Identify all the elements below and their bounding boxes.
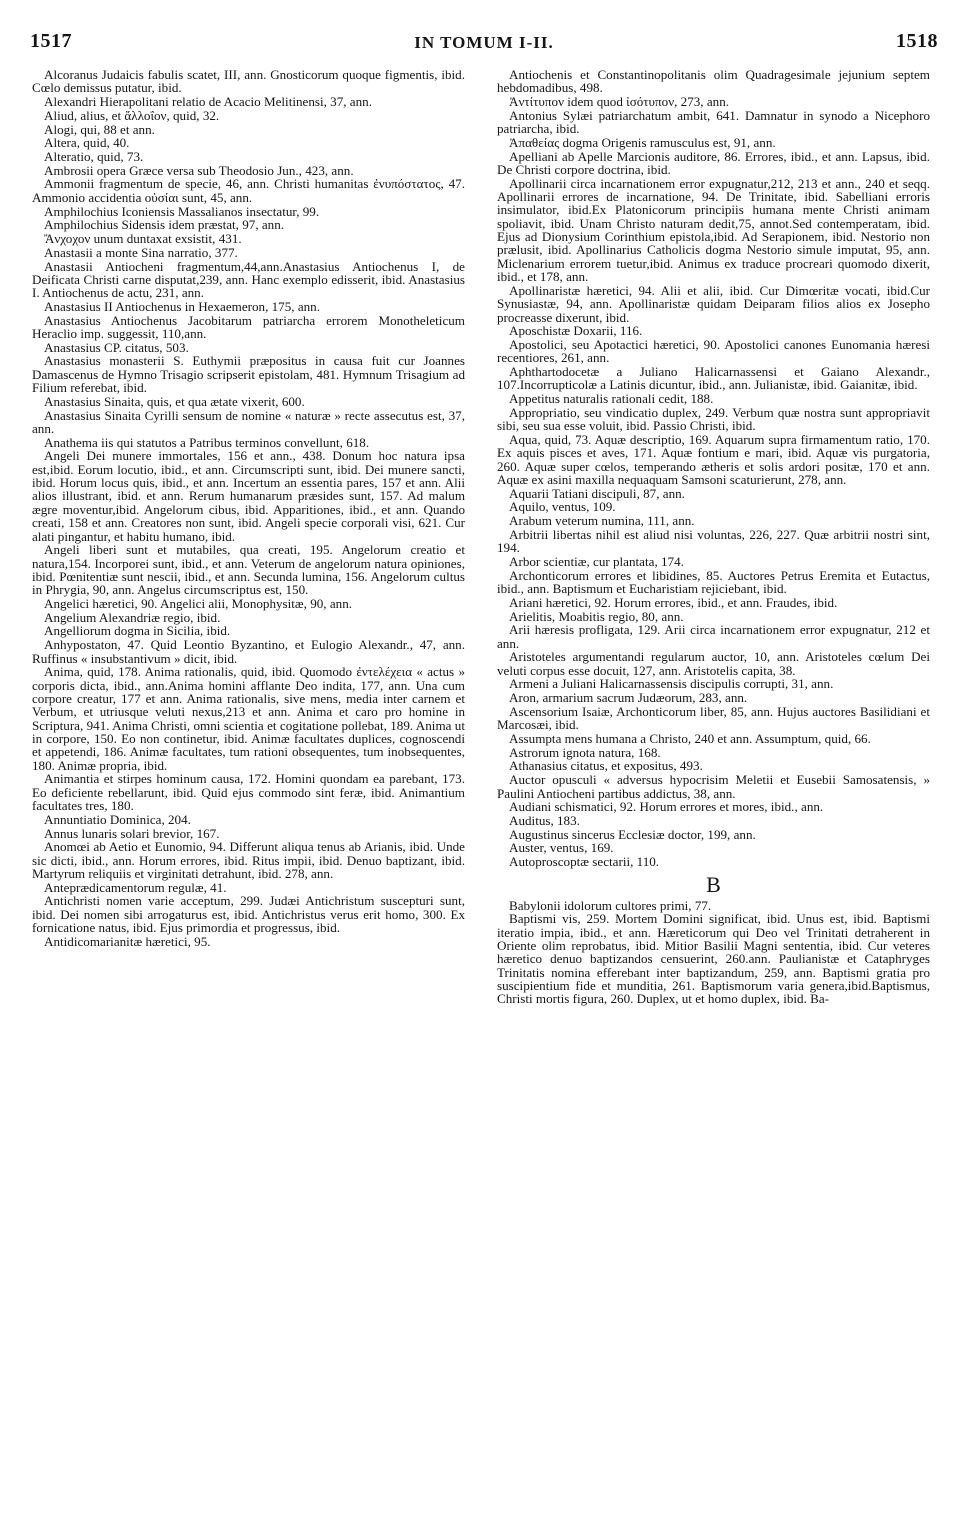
right-column-b-entries (497, 899, 930, 1006)
index-entry: Ἀντίτυπον idem quod ἰσότυπον, 273, ann. (509, 94, 730, 110)
index-entry: Athanasius citatus, et expositus, 493. (509, 758, 703, 774)
index-entry: Aqua, quid, 73. Aquæ descriptio, 169. Aquarum supra firmamentum ratio, 170. Ex aquis pisces et aves, 171. Aquæ fontium e mari, ibid. Aquæ vis purgatoria, 260. Aquæ super cœlos, temperando ætheris et solis ardori positæ, 170 et ann. Aquæ ex asini maxilla nequaquam Samsoni scaturierunt, 278, ann. (497, 431, 930, 487)
index-entry: Alcoranus Judaicis fabulis scatet, III, ann. Gnosticorum quoque figmentis, ibid. Cœlo demissus putatur, ibid. (32, 67, 465, 96)
letter-heading-b: B (706, 871, 721, 897)
index-entry: Apostolici, seu Apotactici hæretici, 90. Apostolici canones Eunomania hæresi recentiores, 261, ann. (497, 337, 930, 366)
right-page-number: 1518 (896, 30, 938, 52)
index-entry: Assumpta mens humana a Christo, 240 et ann. Assumptum, quid, 66. (509, 731, 871, 746)
index-entry: Ἀπαθείας dogma Origenis ramusculus est, 91, ann. (509, 134, 776, 150)
index-entry: Aphthartodocetæ a Juliano Halicarnassensi et Gaiano Alexandr., 107.Incorrupticolæ a Latinis dicuntur, ibid., ann. Julianistæ, ibid. Gaianitæ, ibid. (497, 364, 930, 393)
index-entry: Babylonii idolorum cultores primi, 77. (509, 897, 712, 913)
left-page-number: 1517 (30, 30, 72, 52)
index-entry: Ἄνχοχον unum duntaxat exsistit, 431. (44, 231, 242, 247)
running-title: IN TOMUM I-II. (414, 33, 554, 52)
index-entry: Aron, armarium sacrum Judæorum, 283, ann. (509, 690, 748, 706)
index-entry: Annuntiatio Dominica, 204. (44, 811, 191, 827)
index-entry: Aliud, alius, et ἄλλοΐον, quid, 32. (44, 107, 220, 123)
index-entry: Audiani schismatici, 92. Horum errores et mores, ibid., ann. (509, 799, 824, 815)
index-entry: Annus lunaris solari brevior, 167. (44, 825, 220, 841)
index-entry: Anastasii Antiocheni fragmentum,44,ann.Anastasius Antiochenus I, de Deificata Christi carne disputat,239, ann. Hanc exemplo edisserit, ibid. Anastasius I. Antiochenus de actu, 231, ann. (32, 258, 465, 301)
index-entry: Ambrosii opera Græce versa sub Theodosio Jun., 423, ann. (44, 162, 354, 178)
index-entry: Alteratio, quid, 73. (44, 149, 144, 165)
index-entry: Anomœi ab Aetio et Eunomio, 94. Differunt aliqua tenus ab Arianis, ibid. Unde sic dicti, ibid., ann. Horum errores, ibid. Ritus impii, ibid. Denuo baptizant, ibid. Martyrum reliquiis et virginitati detrahunt, ibid. 278, ann. (32, 839, 465, 881)
index-entry: Arii hæresis profligata, 129. Arii circa incarnationem error expugnatur, 212 et ann. (497, 622, 930, 651)
index-entry: Alexandri Hierapolitani relatio de Acacio Melitinensi, 37, ann. (44, 94, 372, 110)
index-entry: Apollinarii circa incarnationem error expugnatur,212, 213 et ann., 240 et seqq. Apollinarii errores de incarnatione, 94. De Trinitate, ibid. Sabelliani erroris insimulator, ibid.Ex Platonicorum principiis humana mente Christi animam spoliavit, ibid. Unam Christo naturam dedit,75, annot.Sed contemperatam, ibid. Ejus ad Dionysium Corinthium epistola,ibid. Ad Serapionem, ibid. Nestorio non prælusit, ibid. Apollinarius Catholicis dogma Nestorio simule imputat, 95, ann. Miclenarium errorem tuetur,ibid. Animus ex traduce procreari quomodo dixerit, ibid., et 178, ann. (497, 175, 930, 285)
index-entry: Anastasius Sinaita, quis, et qua ætate vixerit, 600. (44, 393, 305, 409)
index-entry: Angeli liberi sunt et mutabiles, qua creati, 195. Angelorum creatio et natura,154. Incorporei sunt, ibid., et ann. Veterum de angelorum natura opiniones, ibid. Pœnitentiæ sunt nescii, ibid., et ann. Secunda lumina, 156. Angelorum cultus in Phrygia, 90, ann. Angelus circumscriptus est, 150. (32, 542, 465, 598)
index-entry: Apollinaristæ hæretici, 94. Alii et alii, ibid. Cur Dimœritæ vocati, ibid.Cur Synusiastæ, 94, ann. Apollinaristæ quidam Deiparam filios alios ex Josepho procreasse dixerunt, ibid. (497, 282, 930, 325)
index-entry: Arbor scientiæ, cur plantata, 174. (509, 554, 684, 570)
index-entry: Anhypostaton, 47. Quid Leontio Byzantino, et Eulogio Alexandr., 47, ann. Ruffinus « insubstantivum » dicit, ibid. (32, 637, 465, 666)
index-entry: Augustinus sincerus Ecclesiæ doctor, 199, ann. (509, 826, 756, 842)
index-entry: Amphilochius Iconiensis Massalianos insectatur, 99. (44, 203, 320, 219)
index-entry: Anima, quid, 178. Anima rationalis, quid, ibid. Quomodo ἐντελέχεια « actus » corporis dicta, ibid., ann.Anima homini afflante Deo indita, 177, ann. Una cum corpore creatur, 177 et ann. Anima rationalis, sive mens, media inter carnem et Verbum, et utriusque veluti nexus,213 et ann. Anima et caro pro homine in Scriptura, 941. Anima Christi, omni scientia et cogitatione pollebat, 189. Anima ut in corpore, 150. Eo non continetur, ibid. Animæ facultates duplices, cognoscendi et appetendi, 186. Animæ facultates, tum rationi obsequentes, tum inobsequentes, 180. Animæ propria, ibid. (32, 664, 465, 773)
index-entry: Anastasius Sinaita Cyrilli sensum de nomine « naturæ » recte assecutus est, 37, ann. (32, 407, 465, 436)
index-entry: Arbitrii libertas nihil est aliud nisi voluntas, 226, 227. Quæ arbitrii nostri sint, 194. (497, 526, 930, 556)
page-header (30, 30, 938, 54)
index-entry: Anathema iis qui statutos a Patribus terminos convellunt, 618. (44, 434, 370, 450)
index-entry: Angeli Dei munere immortales, 156 et ann., 438. Donum hoc natura ipsa est,ibid. Eorum locutio, ibid., et ann. Circumscripti sunt, ibid. Dei munere sancti, ibid. Horum locus quis, ibid., et ann. Incertum an essentia pares, 157 et ann. Alii alios illustrant, ibid. et ann. Rerum humanarum præsides sunt, 157. Ad malum ægre moventur,ibid. Angelorum cibus, ibid. Apparitiones, ibid., et ann. Quando creati, 158 et ann. Creatores non sunt, ibid. Angeli specie corporali visi, 621. Cur alati pingantur, et habitu humano, ibid. (32, 448, 465, 544)
index-entry: Arabum veterum numina, 111, ann. (509, 513, 695, 529)
index-entry: Anteprædicamentorum regulæ, 41. (44, 879, 227, 895)
index-entry: Anastasius monasterii S. Euthymii præpositus in causa fuit cur Joannes Damascenus de Hymno Trisagio scripserit epistolam, 481. Hymnum Trisagium ad Filium referebat, ibid. (32, 353, 465, 396)
index-entry: Auster, ventus, 169. (509, 840, 614, 856)
left-column (32, 68, 465, 949)
index-entry: Antiochenis et Constantinopolitanis olim Quadragesimale jejunium septem hebdomadibus, 498. (497, 67, 930, 96)
index-entry: Antidicomarianitæ hæretici, 95. (44, 933, 211, 949)
index-entry: Ascensorium Isaiæ, Archonticorum liber, 85, ann. Hujus auctores Basilidiani et Marcosæi, ibid. (497, 703, 930, 733)
right-column (497, 68, 930, 1006)
index-entry: Amphilochius Sidensis idem præstat, 97, ann. (44, 217, 285, 233)
index-entry: Arielitis, Moabitis regio, 80, ann. (509, 608, 684, 624)
index-entry: Autoproscoptæ sectarii, 110. (509, 854, 660, 870)
index-entry: Armeni a Juliani Halicarnassensis discipulis corrupti, 31, ann. (509, 676, 834, 692)
index-entry: Ammonii fragmentum de specie, 46, ann. Christi humanitas ἐνυπόστατος, 47. Ammonio accidentia οὐσίαι sunt, 45, ann. (32, 176, 465, 205)
index-entry: Antichristi nomen varie acceptum, 299. Judæi Antichristum suscepturi sunt, ibid. Dei nomen sibi arrogaturus est, ibid. Antichristus verus erit homo, 300. Ex fornicatione natus, ibid. Ejus primordia et progressus, ibid. (32, 893, 465, 936)
index-entry: Aquilo, ventus, 109. (509, 499, 616, 515)
index-entry: Angelium Alexandriæ regio, ibid. (44, 609, 221, 625)
index-entry: Angelici hæretici, 90. Angelici alii, Monophysitæ, 90, ann. (44, 596, 353, 611)
index-entry: Anastasius CP. citatus, 503. (44, 339, 189, 355)
index-entry: Anastasius II Antiochenus in Hexaemeron, 175, ann. (44, 298, 320, 314)
index-entry: Aposchistæ Doxarii, 116. (509, 323, 643, 339)
index-entry: Anastasii a monte Sina narratio, 377. (44, 244, 238, 260)
index-entry: Apelliani ab Apelle Marcionis auditore, 86. Errores, ibid., et ann. Lapsus, ibid. De Christi corpore doctrina, ibid. (497, 148, 930, 177)
index-entry: Ariani hæretici, 92. Horum errores, ibid., et ann. Fraudes, ibid. (509, 594, 838, 610)
index-entry: Alogi, qui, 88 et ann. (44, 121, 155, 137)
index-entry: Appetitus naturalis rationali cedit, 188. (509, 391, 714, 407)
index-entry: Aquarii Tatiani discipuli, 87, ann. (509, 485, 685, 501)
index-entry: Anastasius Antiochenus Jacobitarum patriarcha errorem Monotheleticum Heraclio imp. suggessit, 110,ann. (32, 312, 465, 341)
index-entry: Aristoteles argumentandi regularum auctor, 10, ann. Aristoteles cœlum Dei veluti corpus esse docuit, 127, ann. Aristotelis capita, 38. (497, 649, 930, 678)
index-entry: Auctor opusculi « adversus hypocrisim Meletii et Eusebii Samosatensis, » Paulini Antiocheni partibus addictus, 38, ann. (497, 772, 930, 801)
index-entry: Archonticorum errores et libidines, 85. Auctores Petrus Eremita et Eutactus, ibid., ann. Baptismum et Eucharistiam rejiciebant, ibid. (497, 567, 930, 597)
index-entry: Auditus, 183. (509, 813, 580, 829)
index-entry: Animantia et stirpes hominum causa, 172. Homini quondam ea parebant, 173. Eo deficiente rebellarunt, ibid. Quid ejus commodo sint feræ, ibid. Animantium facultates tres, 180. (32, 771, 465, 814)
index-entry: Baptismi vis, 259. Mortem Domini significat, ibid. Unus est, ibid. Baptismi iteratio impia, ibid., et ann. Hæreticorum qui Deo vel Trinitati detraherent in Oriente olim reprobatus, ibid. Mitior Basilii Magni sententia, ibid. Cur veteres hæretico denuo baptizandos censuerint, 260.ann. Paulianistæ et Cataphryges Trinitatis nomina efferebant inter baptizandum, 259, ann. Baptismi gratia pro suscipientium fide et munditia, 261. Baptismorum varia genera,ibid.Baptismus, Christi mortis figura, 260. Duplex, ut et homo duplex, ibid. Ba- (497, 911, 930, 1007)
index-entry: Angelliorum dogma in Sicilia, ibid. (44, 623, 231, 639)
index-entry: Appropriatio, seu vindicatio duplex, 249. Verbum quæ nostra sunt appropriavit sibi, seu sua esse voluit, ibid. Passio Christi, ibid. (497, 404, 930, 434)
index-entry: Antonius Sylæi patriarchatum ambit, 641. Damnatur in synodo a Nicephoro patriarcha, ibid. (497, 107, 930, 137)
right-column-a-entries (497, 68, 930, 869)
index-entry: Altera, quid, 40. (44, 135, 130, 151)
index-entry: Astrorum ignota natura, 168. (509, 744, 661, 760)
